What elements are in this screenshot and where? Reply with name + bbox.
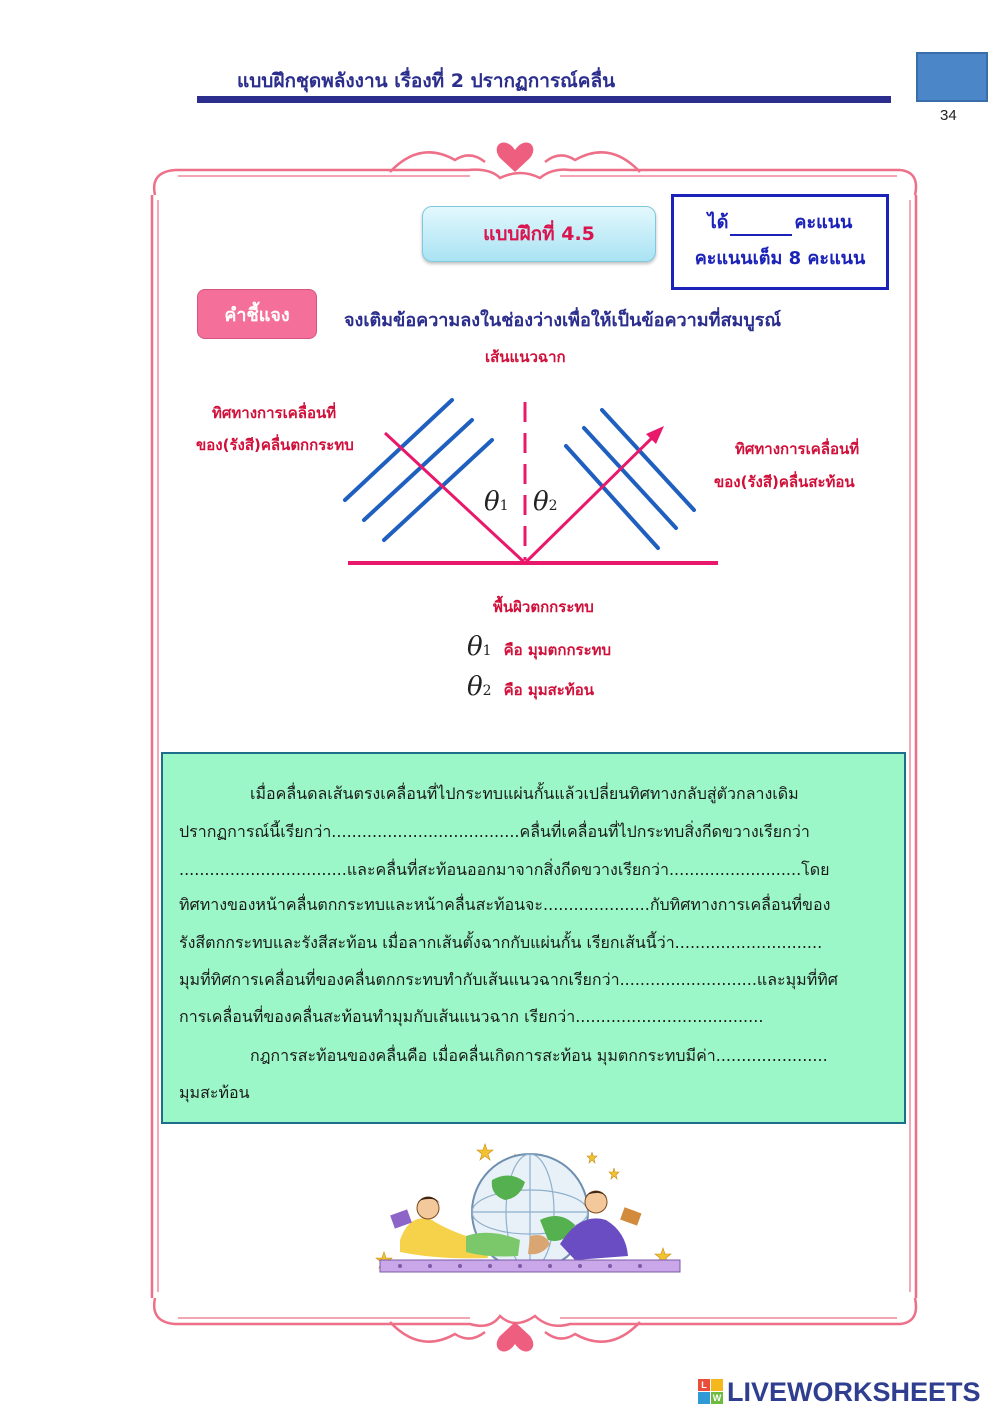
logo-letter-w: W (712, 1393, 722, 1403)
paragraph-line[interactable]: รังสีตกกระทบและรังสีสะท้อน เมื่อลากเส้นตั้งฉากกับแผ่นกั้น เรียกเส้นนี้ว่า............................. (179, 933, 823, 952)
incident-wavefronts (345, 400, 492, 540)
score-got-suffix: คะแนน (794, 212, 853, 233)
theta2-symbol: θ (533, 487, 549, 517)
liveworksheets-logo-text: LIVEWORKSHEETS (727, 1376, 981, 1407)
score-full: คะแนนเต็ม 8 คะแนน (694, 248, 866, 269)
instruction-text: จงเติมข้อความลงในช่องว่างเพื่อให้เป็นข้อความที่สมบูรณ์ (344, 310, 782, 331)
definition-theta1-sub: 1 (482, 643, 492, 659)
paragraph-line[interactable]: ปรากฏการณ์นี้เรียกว่า.....................................คลื่นที่เคลื่อนที่ไปกระทบสิ่งกีดขวางเรียกว่า (179, 822, 810, 841)
paragraph-line[interactable]: ทิศทางของหน้าคลื่นตกกระทบและหน้าคลื่นสะท้อนจะ.....................กับทิศทางการเคลื่อนที่ของ (179, 895, 831, 914)
incident-label-line1: ทิศทางการเคลื่อนที่ (212, 404, 337, 422)
theta2-label (533, 487, 570, 517)
incident-label-line2: ของ(รังสี)คลื่นตกกระทบ (196, 436, 354, 454)
incident-wavefront (384, 440, 492, 540)
theta1-label (484, 487, 521, 517)
incident-wavefront (345, 400, 452, 500)
liveworksheets-logo-icon (698, 1379, 724, 1405)
paragraph-line: มุมสะท้อน (179, 1083, 250, 1102)
score-got-prefix: ได้ (707, 212, 729, 233)
paragraph-line: เมื่อคลื่นดลเส้นตรงเคลื่อนที่ไปกระทบแผ่นกั้นแล้วเปลี่ยนทิศทางกลับสู่ตัวกลางเดิม (250, 784, 799, 803)
definition-theta2-symbol: θ (467, 672, 483, 702)
paragraph-line[interactable]: มุมที่ทิศการเคลื่อนที่ของคลื่นตกกระทบทำกับเส้นแนวฉากเรียกว่า...........................และมุมที่ทิศ (179, 970, 838, 989)
paragraph-line[interactable]: กฎการสะท้อนของคลื่นคือ เมื่อคลื่นเกิดการสะท้อน มุมตกกระทบมีค่า...................... (250, 1046, 828, 1065)
fill-in-paragraph-box[interactable] (161, 752, 906, 1124)
definition-theta2 (467, 672, 594, 702)
surface-label: พื้นผิวตกกระทบ (493, 598, 594, 616)
definition-theta1 (467, 632, 611, 662)
definition-theta1-text: คือ มุมตกกระทบ (503, 641, 612, 659)
logo-letter-l: L (698, 1379, 710, 1391)
reflected-label-line2: ของ(รังสี)คลื่นสะท้อน (714, 473, 855, 491)
normal-line-label: เส้นแนวฉาก (485, 348, 566, 366)
reflected-wavefronts (566, 410, 694, 548)
theta1-symbol: θ (484, 487, 500, 517)
liveworksheets-logo[interactable] (698, 1378, 981, 1406)
paragraph-line[interactable]: .................................และคลื่นที่สะท้อนออกมาจากสิ่งกีดขวางเรียกว่า..........................โดย (179, 860, 830, 879)
definition-theta2-text: คือ มุมสะท้อน (503, 681, 594, 699)
theta1-sub: 1 (499, 498, 509, 514)
page-number: 34 (940, 107, 957, 124)
definition-theta2-sub: 2 (482, 683, 492, 699)
definition-theta1-symbol: θ (467, 632, 483, 662)
theta2-sub: 2 (548, 498, 558, 514)
incident-wavefront (355, 494, 365, 503)
children-reading-globe-illustration (370, 1140, 690, 1285)
header-title: แบบฝึกชุดพลังงาน เรื่องที่ 2 ปรากฏการณ์คลื่น (237, 70, 616, 92)
paragraph-line[interactable]: การเคลื่อนที่ของคลื่นสะท้อนทำมุมกับเส้นแนวฉาก เรียกว่า..................................... (179, 1007, 764, 1026)
instruction-badge: คำชี้แจง (197, 289, 317, 339)
exercise-label: แบบฝึกที่ 4.5 (422, 206, 656, 262)
incident-wavefront (364, 420, 472, 520)
reflected-label-line1: ทิศทางการเคลื่อนที่ (735, 440, 860, 458)
